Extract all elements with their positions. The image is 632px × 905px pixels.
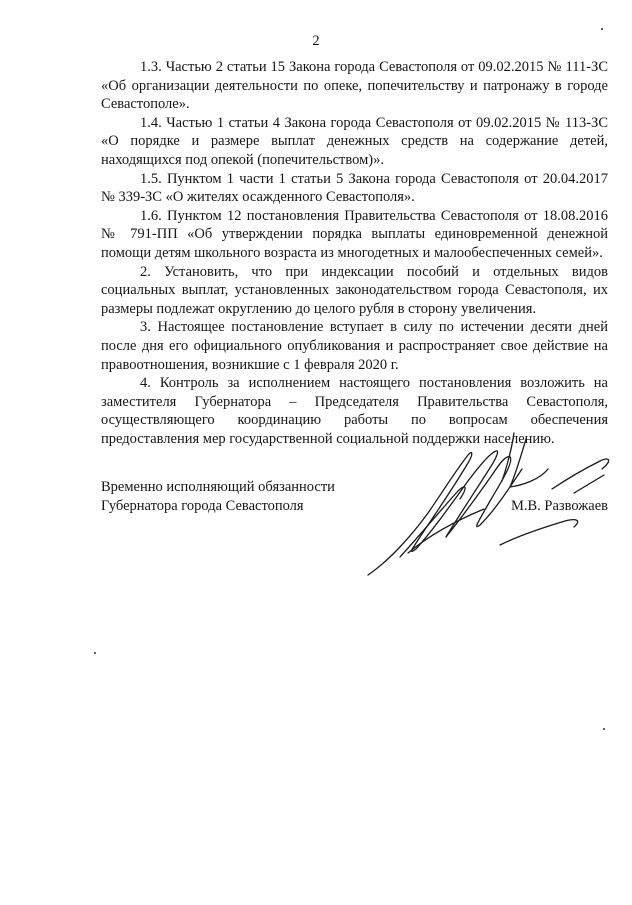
- signatory-title-line-1: Временно исполняющий обязанности: [101, 479, 335, 495]
- paragraph-2: 2. Установить, что при индексации пособий и отдельных видов социальных выплат, установленных законодательством города Севастополя, их размеры подлежат округлению до целого рубля в сторону увеличения.: [101, 263, 608, 317]
- scan-speck: [603, 728, 605, 730]
- paragraph-1-4: 1.4. Частью 1 статьи 4 Закона города Севастополя от 09.02.2015 № 113-ЗС «О порядке и размере выплат денежных средств на содержание детей, находящихся под опекой (попечительством)».: [101, 114, 608, 168]
- page-number: 2: [312, 33, 320, 49]
- paragraph-1-3: 1.3. Частью 2 статьи 15 Закона города Севастополя от 09.02.2015 № 111-ЗС «Об организации деятельности по опеке, попечительству и патронажу в городе Севастополе».: [101, 59, 608, 113]
- paragraph-1-6: 1.6. Пунктом 12 постановления Правительства Севастополя от 18.08.2016 № 791-ПП «Об утверждении порядка выплаты единовременной денежной помощи детям школьного возраста из многодетных и малообеспеченных семей».: [101, 207, 608, 261]
- paragraph-4: 4. Контроль за исполнением настоящего постановления возложить на заместителя Губернатора – Председателя Правительства Севастополя, осуществляющего координацию работы по вопросам обеспечения предоставления мер государственной социальной поддержки населению.: [101, 375, 608, 447]
- signatory-title-line-2: Губернатора города Севастополя: [101, 497, 304, 514]
- paragraph-1-5: 1.5. Пунктом 1 части 1 статьи 5 Закона города Севастополя от 20.04.2017 № 339-ЗС «О жителях осажденного Севастополя».: [101, 170, 608, 206]
- signatory-title: [101, 478, 335, 515]
- scan-speck: [601, 28, 603, 30]
- paragraph-3: 3. Настоящее постановление вступает в силу по истечении десяти дней после дня его официального опубликования и распространяет свое действие на правоотношения, возникшие с 1 февраля 2020 г.: [101, 319, 608, 373]
- signatory-name: М.В. Развожаев: [510, 497, 608, 514]
- scan-speck: [94, 652, 96, 654]
- handwritten-signature: [350, 425, 630, 585]
- document-body: [101, 58, 608, 448]
